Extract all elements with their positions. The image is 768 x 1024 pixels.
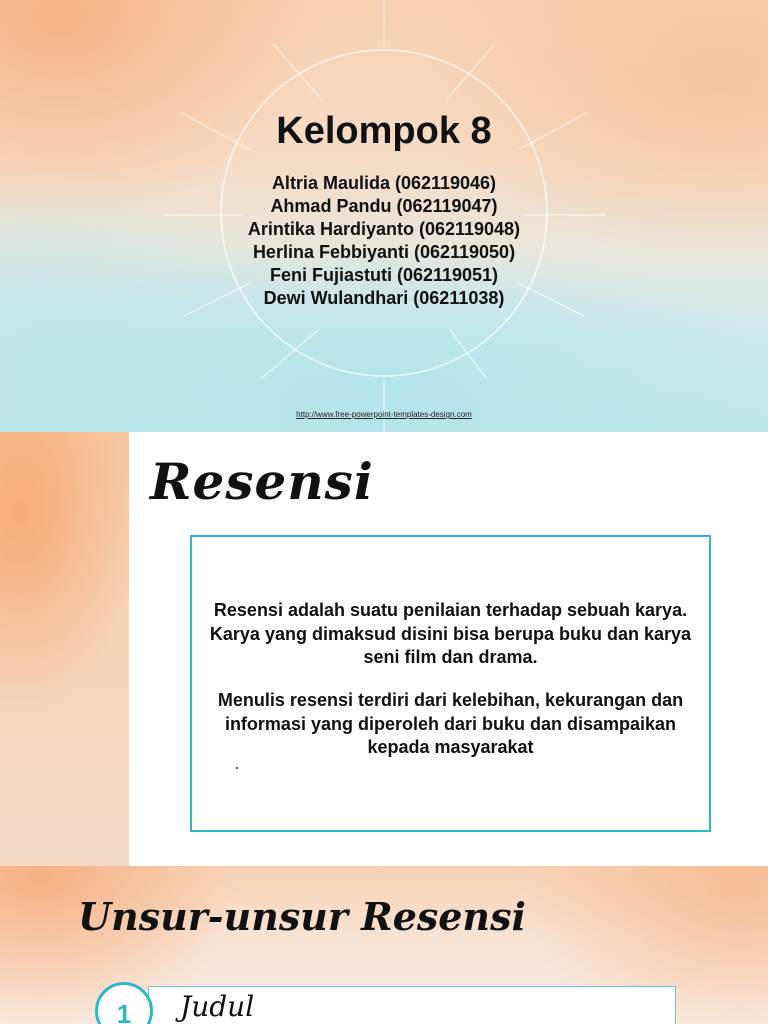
slide-title: Unsur-unsur Resensi	[78, 894, 526, 939]
stray-dot	[236, 767, 238, 769]
definition-paragraph: Resensi adalah suatu penilaian terhadap sebuah karya. Karya yang dimaksud disini bisa berupa buku dan karya seni film dan drama.	[209, 600, 692, 667]
member-name: Herlina Febbiyanti (062119050)	[252, 242, 516, 262]
item-label: Judul	[180, 990, 255, 1023]
member-list	[0, 172, 768, 310]
member-name: Feni Fujiastuti (062119051)	[269, 265, 499, 285]
group-title: Kelompok 8	[276, 110, 492, 152]
number-badge	[95, 982, 153, 1024]
member-name: Ahmad Pandu (062119047)	[270, 196, 498, 216]
item-number: 1	[116, 999, 132, 1024]
elements-slide	[0, 866, 768, 1024]
member-name: Arintika Hardiyanto (062119048)	[247, 219, 521, 239]
writing-paragraph: Menulis resensi terdiri dari kelebihan, kekurangan dan informasi yang diperoleh dari buku dan disampaikan kepada masyarakat	[217, 690, 684, 757]
member-name: Altria Maulida (062119046)	[271, 173, 497, 193]
definition-slide	[0, 432, 768, 866]
member-name: Dewi Wulandhari (06211038)	[263, 288, 505, 308]
slide-title: Resensi	[150, 452, 374, 511]
title-slide	[0, 0, 768, 432]
definition-box	[190, 535, 711, 832]
side-gradient-panel	[0, 432, 129, 866]
template-link[interactable]: http://www.free-powerpoint-templates-design.com	[296, 410, 472, 419]
